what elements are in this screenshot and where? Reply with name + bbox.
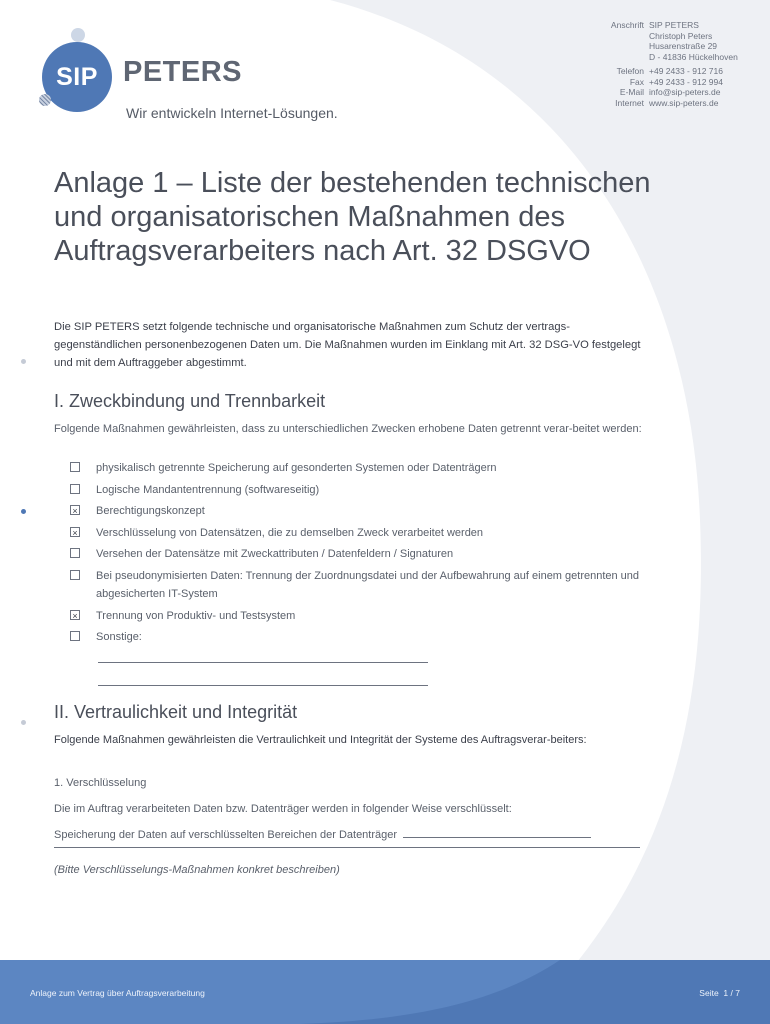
page-title: Anlage 1 – Liste der bestehenden technischen und organisatorischen Maßnahmen des Auftragsverarbeiters nach Art. 32 DSGVO (54, 167, 651, 267)
margin-bullet-icon (21, 359, 26, 364)
checkbox-checked[interactable]: × (70, 505, 80, 515)
web-row (560, 98, 738, 109)
logo-name: PETERS (123, 56, 243, 88)
checklist-item (70, 545, 650, 563)
checkbox-checked[interactable]: × (70, 527, 80, 537)
web-label: Internet (615, 97, 644, 108)
page-label: Seite (699, 988, 719, 998)
checklist-item (70, 481, 650, 499)
fill-in-line[interactable] (54, 847, 640, 848)
margin-bullet-icon (21, 720, 26, 725)
fax-value: +49 2433 - 912 994 (649, 76, 723, 87)
other-input-lines (98, 648, 428, 694)
instruction-note: (Bitte Verschlüsselungs-Maßnahmen konkret beschreiben) (54, 864, 340, 876)
measures-checklist (70, 459, 650, 650)
section-lead: Folgende Maßnahmen gewährleisten die Vertraulichkeit und Integrität der Systeme des Auftragsverar-beiters: (54, 734, 587, 746)
page-footer (0, 960, 770, 1024)
address-line: Husarenstraße 29 (649, 41, 718, 51)
web-link[interactable]: www.sip-peters.de (649, 97, 719, 108)
address-lines (649, 20, 738, 62)
checkbox[interactable] (70, 631, 80, 641)
fill-in-line[interactable] (403, 827, 591, 838)
fill-in-line[interactable] (98, 671, 428, 686)
checklist-item (70, 567, 650, 603)
checklist-item-label: Verschlüsselung von Datensätzen, die zu demselben Zweck verarbeitet werden (96, 526, 484, 539)
checkbox[interactable] (70, 570, 80, 580)
address-label: Anschrift (610, 20, 644, 30)
checklist-item (70, 459, 650, 477)
email-link[interactable]: info@sip-peters.de (649, 87, 721, 97)
checklist-item-label: Versehen der Datensätze mit Zweckattributen / Datenfeldern / Signaturen (96, 548, 454, 561)
intro-paragraph: Die SIP PETERS setzt folgende technische und organisatorische Maßnahmen zum Schutz der vertrags-gegenständlichen personenbezogenen Daten um. Die Maßnahmen wurden im Einklang mit Art. 32 DSG-VO festgelegt und mit dem Auftraggeber abgestimmt. (54, 321, 641, 369)
email-label: E-Mail (619, 87, 644, 97)
checklist-item-label: Trennung von Produktiv- und Testsystem (96, 609, 296, 622)
address-row (560, 20, 738, 62)
checklist-item-label: Sonstige: (96, 631, 142, 644)
logo-mark: SIP (42, 42, 112, 112)
tagline: Wir entwickeln Internet-Lösungen. (126, 105, 338, 121)
checklist-item-label: Logische Mandantentrennung (softwareseitig) (96, 483, 320, 496)
checkbox-checked[interactable]: × (70, 610, 80, 620)
phone-row (560, 66, 738, 77)
checkbox[interactable] (70, 548, 80, 558)
checklist-item (70, 502, 650, 520)
checklist-item (70, 628, 650, 646)
encryption-storage-text: Speicherung der Daten auf verschlüsselten Bereichen der Datenträger (54, 829, 398, 841)
page-total: 7 (735, 988, 740, 998)
page-separator: / (730, 988, 733, 998)
encryption-storage-row (54, 826, 650, 844)
logo-dot-icon (39, 94, 51, 106)
fill-in-line[interactable] (98, 648, 428, 663)
section-lead: Folgende Maßnahmen gewährleisten, dass zu unterschiedlichen Zwecken erhobene Daten getrennt verar-beitet werden: (54, 423, 642, 435)
fax-label: Fax (629, 76, 644, 87)
checklist-item-label: Bei pseudonymisierten Daten: Trennung der Zuordnungsdatei und der Aufbewahrung auf einem getrennten und abgesicherten IT-System (96, 569, 640, 600)
section-heading-confidentiality: II. Vertraulichkeit und Integrität (54, 702, 298, 722)
phone-value: +49 2433 - 912 716 (649, 66, 723, 76)
checkbox[interactable] (70, 484, 80, 494)
section-heading-purpose: I. Zweckbindung und Trennbarkeit (54, 391, 326, 411)
checklist-item-label: Berechtigungskonzept (96, 505, 205, 518)
checkbox[interactable] (70, 462, 80, 472)
page-number (699, 988, 740, 998)
phone-label: Telefon (616, 66, 644, 76)
margin-bullet-icon (21, 509, 26, 514)
address-line: Christoph Peters (649, 30, 713, 41)
checklist-item (70, 524, 650, 542)
address-line: SIP PETERS (649, 20, 699, 30)
footer-document-title: Anlage zum Vertrag über Auftragsverarbeitung (30, 988, 205, 998)
checklist-item-label: physikalisch getrennte Speicherung auf gesonderten Systemen oder Datenträgern (96, 462, 497, 474)
logo-dot-icon (71, 28, 85, 42)
checklist-item (70, 607, 650, 625)
email-row (560, 87, 738, 98)
address-line: D - 41836 Hückelhoven (649, 51, 738, 62)
contact-block (560, 20, 738, 108)
encryption-text: Die im Auftrag verarbeiteten Daten bzw. Datenträger werden in folgender Weise verschlüsselt: (54, 803, 512, 815)
fax-row (560, 77, 738, 88)
page-current: 1 (723, 988, 729, 998)
sub-heading-encryption: 1. Verschlüsselung (54, 777, 147, 789)
